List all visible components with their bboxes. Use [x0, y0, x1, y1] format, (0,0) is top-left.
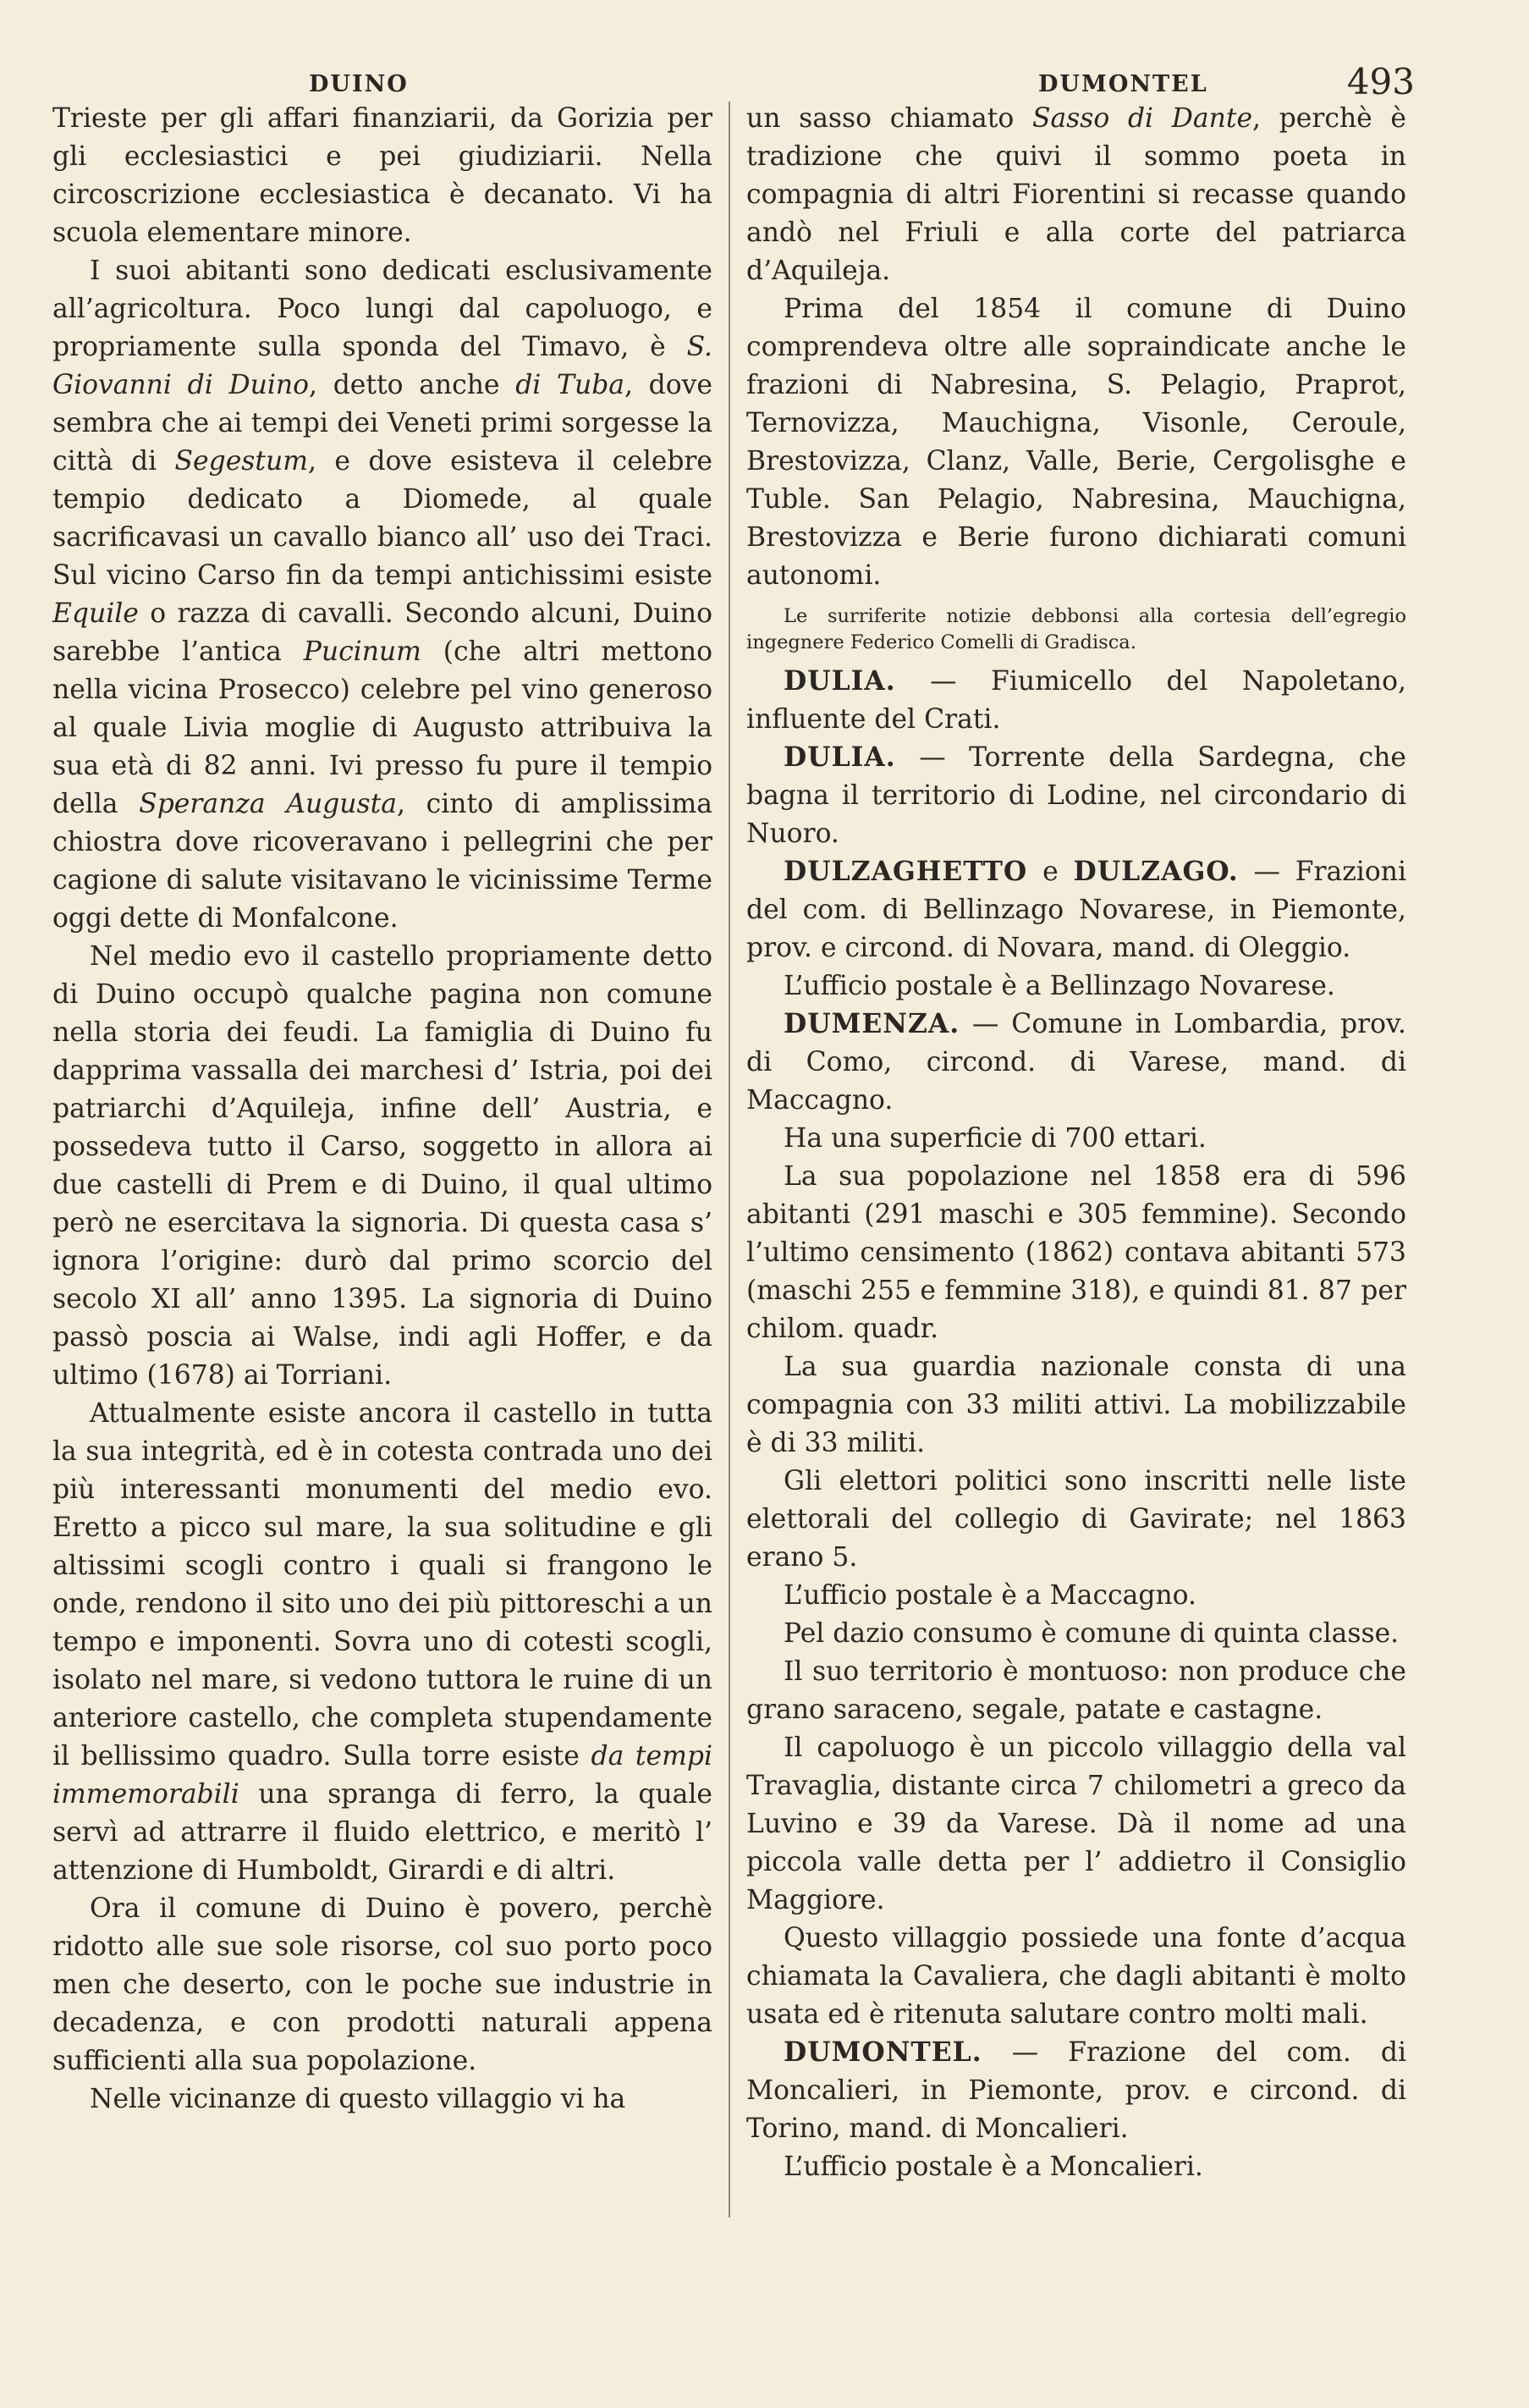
entry-dulia-torrente — [746, 739, 1406, 853]
entry-dulia-fiumicello — [746, 663, 1406, 739]
entry-headword: DUMENZA. — [784, 1009, 960, 1039]
paragraph: Trieste per gli affari finanziarii, da Gorizia per gli ecclesiastici e pei giudiziarii. Nella circoscrizione ecclesiastica è decanato. Vi ha scuola elementare minore. — [52, 103, 712, 248]
paragraph: Gli elettori politici sono inscritti nelle liste elettorali del collegio di Gavirate; nel 1863 erano 5. — [746, 1466, 1406, 1573]
text-run: , dove sembra che ai tempi dei Veneti primi sorgesse la città di — [52, 370, 712, 477]
paragraph: La sua popolazione nel 1858 era di 596 abitanti (291 maschi e 305 femmine). Secondo l’ultimo censimento (1862) contava abitanti 573 (maschi 255 e femmine 318), e quindi 81. 87 per chilom. quadr. — [746, 1161, 1406, 1344]
text-run: (che altri mettono nella vicina Prosecco) celebre pel vino generoso al quale Livia moglie di Augusto attribuiva la sua età di 82 anni. Ivi presso fu pure il tempio della — [52, 636, 713, 819]
paragraph: Nel medio evo il castello propriamente detto di Duino occupò qualche pagina non comune nella storia dei feudi. La famiglia di Duino fu dapprima vassalla dei marchesi d’ Istria, poi dei patriarchi d’Aquileja, infine dell’ Austria, e possedeva tutto il Carso, soggetto in allora ai due castelli di Prem e di Duino, il qual ultimo però ne esercitava la signoria. Di questa casa s’ ignora l’origine: durò dal primo scorcio del secolo XI all’ anno 1395. La signoria di Duino passò poscia ai Walse, indi agli Hoffer, e da ultimo (1678) ai Torriani. — [52, 941, 712, 1391]
entry-headword: DULIA. — [784, 742, 896, 773]
column-divider — [729, 102, 730, 2218]
page-number: 493 — [1346, 61, 1415, 102]
italic-text: Pucinum — [303, 636, 421, 667]
italic-text: Segestum — [174, 446, 309, 477]
paragraph: Ha una superficie di 700 ettari. — [784, 1123, 1207, 1154]
paragraph: Nelle vicinanze di questo villaggio vi ha — [90, 2084, 626, 2114]
right-running-head: DUMONTEL — [1038, 71, 1208, 97]
italic-text: da tempi immemorabili — [52, 1741, 712, 1810]
right-column — [746, 100, 1406, 2186]
text-run: Attualmente esiste ancora il castello in tutta la sua integrità, ed è in cotesta contrada uno dei più interessanti monumenti del medio evo. Eretto a picco sul mare, la sua solitudine e gli altissimi scogli contro i quali si frangono le onde, rendono il sito uno dei più pittoreschi a un tempo e imponenti. Sovra uno di cotesti scogli, isolato nel mare, si vedono tuttora le ruine di un anteriore castello, che completa stupendamente il bellissimo quadro. Sulla torre esiste — [52, 1398, 712, 1772]
left-column — [52, 100, 712, 2119]
paragraph: Il suo territorio è montuoso: non produce che grano saraceno, segale, patate e castagne. — [746, 1656, 1406, 1725]
italic-text: S. Giovanni di Duino — [52, 332, 712, 400]
text-run: un sasso chiamato — [746, 103, 1032, 134]
entry-text: — Frazioni del com. di Bellinzago Novarese, in Piemonte, prov. e circond. di Novara, mand. di Oleggio. — [746, 857, 1406, 963]
paragraph: Pel dazio consumo è comune di quinta classe. — [784, 1618, 1400, 1649]
paragraph — [52, 252, 712, 938]
entry-joiner: e — [1027, 857, 1074, 887]
italic-text: di Tuba — [515, 370, 624, 400]
paragraph: L’ufficio postale è a Moncalieri. — [784, 2152, 1203, 2182]
entry-text: — Fiumicello del Napoletano, influente del Crati. — [746, 666, 1406, 735]
italic-text: Equile — [52, 598, 139, 629]
entry-dulzaghetto — [746, 853, 1406, 967]
footnote: Le surriferite notizie debbonsi alla cortesia dell’egregio ingegnere Federico Comelli di Gradisca. — [746, 605, 1406, 653]
entry-text: — Comune in Lombardia, prov. di Como, circond. di Varese, mand. di Maccagno. — [746, 1009, 1406, 1116]
italic-text: Sasso di Dante — [1031, 103, 1253, 134]
paragraph — [746, 100, 1406, 290]
paragraph: Ora il comune di Duino è povero, perchè ridotto alle sue sole risorse, col suo porto poco men che deserto, con le poche sue industrie in decadenza, e con prodotti naturali appena sufficienti alla sua popolazione. — [52, 1893, 712, 2076]
text-run: una spranga di ferro, la quale servì ad attrarre il fluido elettrico, e meritò l’ attenzione di Humboldt, Girardi e di altri. — [52, 1779, 712, 1886]
paragraph: L’ufficio postale è a Maccagno. — [784, 1580, 1196, 1611]
paragraph: La sua guardia nazionale consta di una compagnia con 33 militi attivi. La mobilizzabile è di 33 militi. — [746, 1352, 1406, 1458]
paragraph: Prima del 1854 il comune di Duino comprendeva oltre alle sopraindicate anche le frazioni di Nabresina, S. Pelagio, Praprot, Ternovizza, Mauchigna, Visonle, Ceroule, Brestovizza, Clanz, Valle, Berie, Cergolisghe e Tuble. San Pelagio, Nabresina, Mauchigna, Brestovizza e Berie furono dichiarati comuni autonomi. — [746, 294, 1406, 591]
entry-headword: DULIA. — [784, 666, 896, 697]
text-run: , perchè è tradizione che quivi il sommo poeta in compagnia di altri Fiorentini si recasse quando andò nel Friuli e alla corte del patriarca d’Aquileja. — [746, 103, 1406, 286]
paragraph: L’ufficio postale è a Bellinzago Novarese. — [784, 971, 1335, 1001]
text-run: , detto anche — [309, 370, 516, 400]
paragraph: Questo villaggio possiede una fonte d’acqua chiamata la Cavaliera, che dagli abitanti è molto usata ed è ritenuta salutare contro molti mali. — [746, 1923, 1406, 2030]
paragraph — [52, 1395, 712, 1890]
page-header — [52, 61, 1415, 105]
left-running-head: DUINO — [309, 71, 409, 97]
italic-text: Speranza Augusta — [139, 789, 397, 819]
entry-headword: DULZAGO. — [1073, 857, 1239, 887]
entry-headword: DULZAGHETTO — [784, 857, 1028, 887]
entry-dumontel — [746, 2034, 1406, 2148]
entry-dumenza — [746, 1006, 1406, 1120]
entry-text: — Frazione del com. di Moncalieri, in Piemonte, prov. e circond. di Torino, mand. di Moncalieri. — [746, 2037, 1406, 2144]
text-run: , cinto di amplissima chiostra dove ricoveravano i pellegrini che per cagione di salute visitavano le vicinissime Terme oggi dette di Monfalcone. — [52, 789, 712, 934]
text-run: o razza di cavalli. Secondo alcuni, Duino sarebbe l’antica — [52, 598, 712, 667]
text-run: , e dove esisteva il celebre tempio dedicato a Diomede, al quale sacrificavasi un cavallo bianco all’ uso dei Traci. Sul vicino Carso fin da tempi antichissimi esiste — [52, 446, 712, 591]
text-run: I suoi abitanti sono dedicati esclusivamente all’agricoltura. Poco lungi dal capoluogo, e propriamente sulla sponda del Timavo, è — [52, 256, 712, 362]
entry-text: — Torrente della Sardegna, che bagna il territorio di Lodine, nel circondario di Nuoro. — [746, 742, 1406, 849]
entry-headword: DUMONTEL. — [784, 2037, 982, 2068]
paragraph: Il capoluogo è un piccolo villaggio della val Travaglia, distante circa 7 chilometri a greco da Luvino e 39 da Varese. Dà il nome ad una piccola valle detta per l’ addietro il Consiglio Maggiore. — [746, 1733, 1406, 1915]
